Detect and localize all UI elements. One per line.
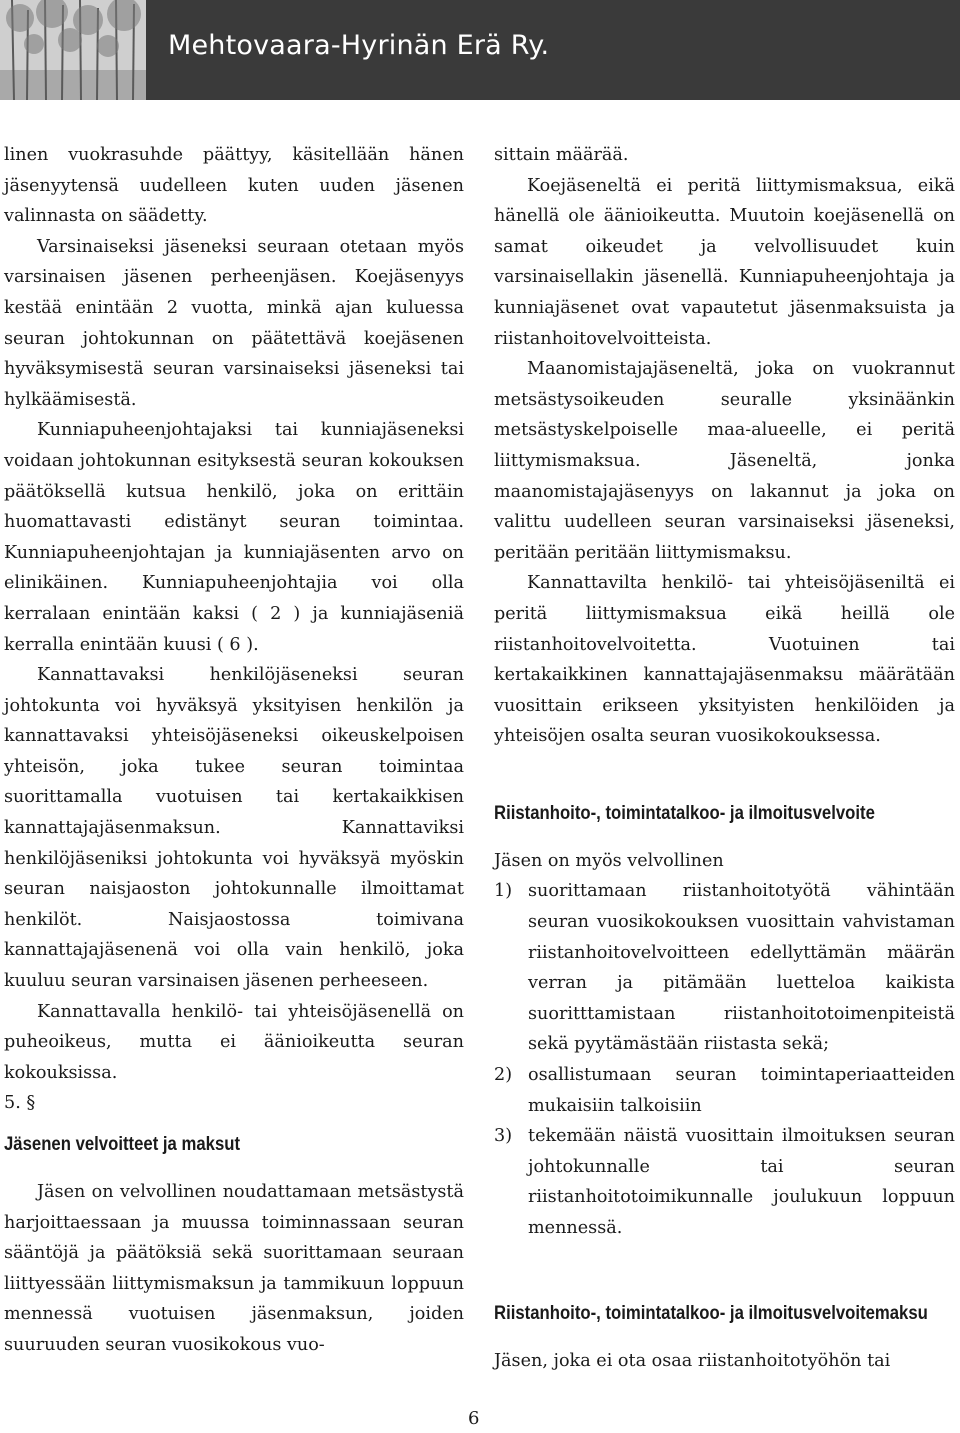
paragraph: Varsinaiseksi jäseneksi seuraan otetaan myös varsinaisen jäsenen perheenjäsen. Koejäsenyys kestää enintään 2 vuotta, minkä ajan kuluessa seuran johtokunnan on päätettävä koejäsenen hyväksymisestä seuran varsinaiseksi jäseneksi tai hylkäämisestä. [4,236,464,410]
paragraph: Kannattavilta henkilö- tai yhteisöjäseniltä ei peritä liittymismaksua eikä heillä ole riistanhoitovelvoitetta. Vuotuinen tai kertakaikkinen kannattajajäsenmaksu määrätään vuosittain erikseen yksityisten henkilöiden ja yhteisöjen osalta seuran vuosikokouksessa. [494,573,955,747]
page-number: 6 [468,1408,480,1429]
left-column [4,140,464,1361]
forest-photo [0,0,146,100]
list-number: 1) [494,881,513,902]
list-text: tekemään näistä vuosittain ilmoituksen seuran johtokunnalle tai seuran riistanhoitotoimikunnalle joulukuun loppuun mennessä. [528,1126,955,1238]
list-item [494,876,955,1060]
section-number: 5. § [4,1093,36,1114]
list-number: 2) [494,1065,513,1086]
paragraph: sittain määrää. [494,145,629,165]
right-column [494,140,955,1376]
list-number: 3) [494,1126,513,1147]
paragraph: Jäsen on myös velvollinen [494,850,724,871]
list-item [494,1121,955,1243]
subsection-heading: Riistanhoito-, toimintatalkoo- ja ilmoitusvelvoite [494,802,875,824]
paragraph: Maanomistajajäseneltä, joka on vuokrannut metsästysoikeuden seuralle yksinäänkin metsästyskelpoiselle maa-alueelle, ei peritä liittymismaksua. Jäseneltä, jonka maanomistajajäsenyys on lakannut ja joka on valittu uudelleen seuran varsinaiseksi jäseneksi, peritään peritään liittymismaksu. [494,359,955,563]
subsection-heading: Riistanhoito-, toimintatalkoo- ja ilmoitusvelvoitemaksu [494,1302,928,1324]
list-text: suorittamaan riistanhoitotyötä vähintään seuran vuosikokouksen vuosittain vahvistaman riistanhoitovelvoitteen edellyttämän määrän verran ja pitämään luetteloa kaikista suoritttamistaan riistanhoitotoimenpiteistä sekä pyytämästään riistasta sekä; [528,881,955,1055]
paragraph: Jäsen, joka ei ota osaa riistanhoitotyöhön tai [494,1350,891,1371]
duties-list [494,876,955,1243]
organization-title: Mehtovaara-Hyrinän Erä Ry. [168,30,550,61]
paragraph: Kannattavalla henkilö- tai yhteisöjäsenellä on puheoikeus, mutta ei äänioikeutta seuran kokouksissa. [4,1001,464,1083]
paragraph: linen vuokrasuhde päättyy, käsitellään hänen jäsenyytensä uudelleen kuten uuden jäsenen valinnasta on säädetty. [4,145,464,227]
paragraph: Kannattavaksi henkilöjäseneksi seuran johtokunta voi hyväksyä yksityisen henkilön ja kannattavaksi yhteisöjäseneksi oikeuskelpoisen yhteisön, joka tukee seuran toimintaa suorittamalla vuotuisen tai kertakaikkisen kannattajajäsenmaksun. Kannattaviksi henkilöjäseniksi johtokunta voi hyväksyä myöskin seuran naisjaoston johtokunnalle ilmoittamat henkilöt. Naisjaostossa toimivana kannattajajäsenenä voi olla vain henkilö, joka kuuluu seuran varsinaisen jäsenen perheeseen. [4,665,464,992]
list-item [494,1060,955,1121]
paragraph: Kunniapuheenjohtajaksi tai kunniajäseneksi voidaan johtokunnan esityksestä seuran kokouksen päätöksellä kutsua henkilö, joka on erittäin huomattavasti edistänyt seuran toimintaa. Kunniapuheenjohtajan ja kunniajäsenten arvo on elinikäinen. Kunniapuheenjohtajia voi olla kerralaan enintään kaksi ( 2 ) ja kunniajäseniä kerralla enintään kuusi ( 6 ). [4,420,464,655]
section-heading: Jäsenen velvoitteet ja maksut [4,1134,241,1155]
page-header [0,0,960,100]
list-text: osallistumaan seuran toimintaperiaatteiden mukaisiin talkoisiin [528,1065,955,1116]
paragraph: Jäsen on velvollinen noudattamaan metsästystä harjoittaessaan ja muussa toiminnassaan seuran sääntöjä ja päätöksiä sekä suorittamaan seuraan liittyessään liittymismaksun ja tammikuun loppuun mennessä vuotuisen jäsenmaksun, joiden suuruuden seuran vuosikokous vuo- [4,1182,464,1355]
paragraph: Koejäseneltä ei peritä liittymismaksua, eikä hänellä ole äänioikeutta. Muutoin koejäsenellä on samat oikeudet ja velvollisuudet kuin varsinaisellakin jäsenellä. Kunniapuheenjohtaja ja kunniajäsenet ovat vapautetut jäsenmaksuista ja riistanhoitovelvoitteista. [494,175,955,349]
